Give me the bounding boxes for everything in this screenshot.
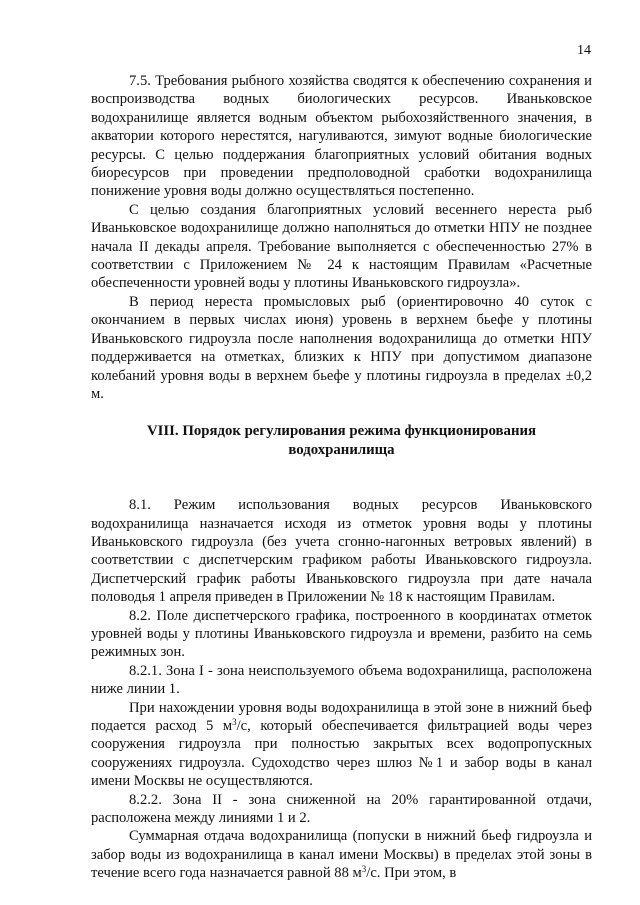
total-text-end: /с. При этом, в (366, 865, 457, 882)
total-text-start: Суммарная отдача водохранилища (попуски в нижний бьеф гидроузла и забор воды из водохранилища в канал имени Москвы) в пределах этой зоны в течение всего года назначается равной 88 м (91, 828, 592, 882)
discharge-superscript: 3 (232, 717, 237, 727)
section-heading (91, 422, 592, 459)
paragraph-spawning-fill: С целью создания благоприятных условий весеннего нереста рыб Иваньковское водохранилище должно наполняться до отметки НПУ не позднее начала II декады апреля. Требование выполняется с обеспеченностью 27% в соответствии с Приложением № 24 к настоящим Правилам «Расчетные обеспеченности уровней воды у плотины Иваньковского гидроузла». (91, 201, 592, 292)
paragraph-8-2-2: 8.2.2. Зона II - зона сниженной на 20% гарантированной отдачи, расположена между линиями 1 и 2. (91, 791, 592, 827)
section-heading-line-2: водохранилища (288, 441, 395, 458)
discharge-text-end: /с, который обеспечивается фильтрацией воды через сооружения гидроузла при полностью закрытых всех водопропускных сооружениях гидроузла. Судоходство через шлюз №1 и забор воды в канал имени Москвы не осуществляются. (91, 718, 592, 790)
paragraph-8-2-1: 8.2.1. Зона I - зона неиспользуемого объема водохранилища, расположена ниже линии 1. (91, 662, 592, 698)
document-body (91, 72, 592, 883)
discharge-text-start: При нахождении уровня воды водохранилища в этой зоне в нижний бьеф подается расход 5 м (91, 699, 592, 734)
spacer (91, 478, 592, 496)
paragraph-zone1-discharge (91, 699, 592, 791)
paragraph-spawning-period: В период нереста промысловых рыб (ориентировочно 40 суток с окончанием в первых числах июня) уровень в верхнем бьефе у плотины Иваньковского гидроузла после наполнения водохранилища до отметки НПУ поддерживается на отметках, близких к НПУ при допустимом диапазоне колебаний уровня воды в верхнем бьефе у плотины гидроузла в пределах ±0,2 м. (91, 293, 592, 402)
total-superscript: 3 (361, 864, 367, 875)
page-number: 14 (577, 43, 591, 58)
paragraph-8-1: 8.1. Режим использования водных ресурсов Иваньковского водохранилища назначается исходя из отметок уровня воды у плотины Иваньковского гидроузла (без учета сгонно-нагонных ветровых явлений) в соответствии с диспетчерским графиком работы Иваньковского гидроузла. Диспетчерский график работы Иваньковского гидроузла при дате начала половодья 1 апреля приведен в Приложении № 18 к настоящим Правилам. (91, 497, 592, 606)
paragraph-8-2: 8.2. Поле диспетчерского графика, построенного в координатах отметок уровней воды у плотины Иваньковского гидроузла и времени, разбито на семь режимных зон. (91, 607, 592, 661)
paragraph-zone2-total (91, 827, 592, 882)
section-heading-line-1: VIII. Порядок регулирования режима функционирования (146, 423, 537, 440)
paragraph-7-5: 7.5. Требования рыбного хозяйства сводятся к обеспечению сохранения и воспроизводства водных биологических ресурсов. Иваньковское водохранилище является водным объектом рыбохозяйственного значения, в акватории которого нерестятся, нагуливаются, зимуют водные биологические ресурсы. С целью поддержания благоприятных условий обитания водных биоресурсов при проведении предполоводной сработки водохранилища понижение уровня воды должно осуществляться постепенно. (91, 73, 592, 200)
